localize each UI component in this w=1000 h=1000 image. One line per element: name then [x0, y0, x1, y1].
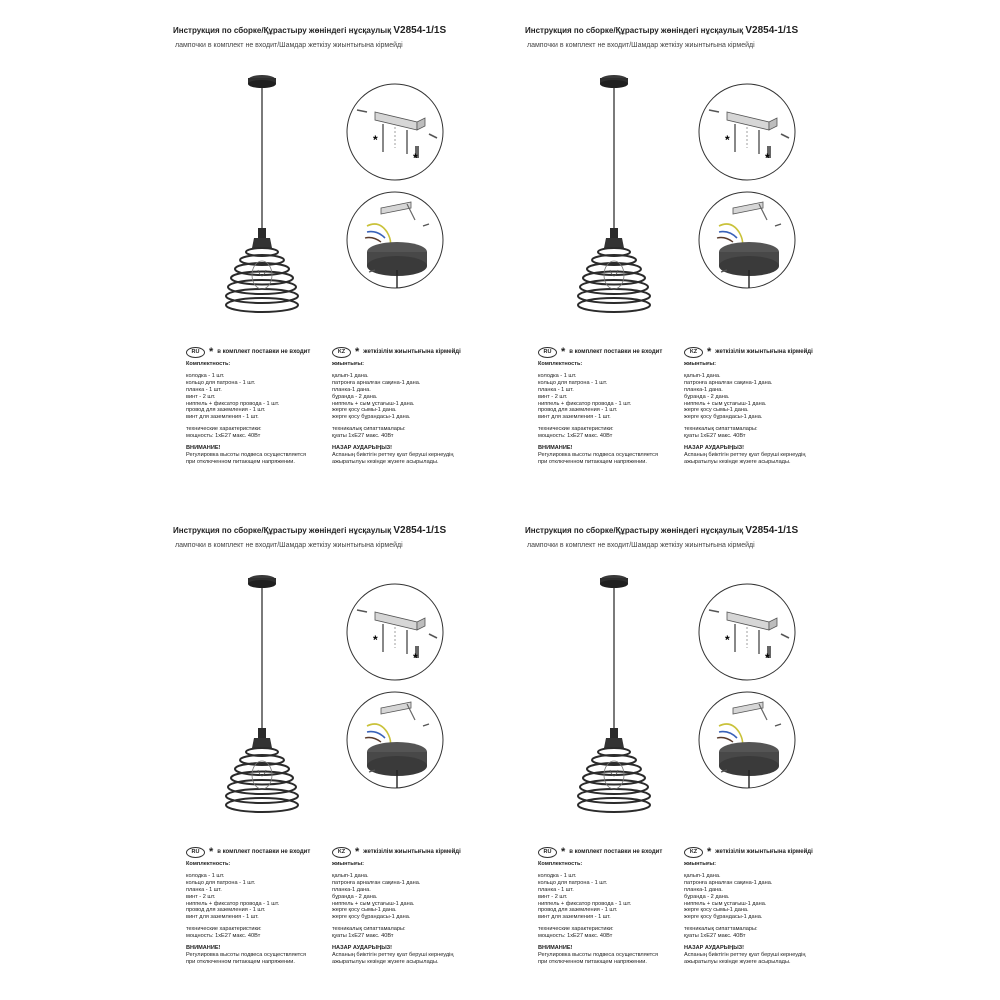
- document-subtitle: лампочки в комплект не входит/Шамдар жеткізу жиынтығына кірмейді: [175, 542, 403, 549]
- list-item: кольцо для патрона - 1 шт.: [538, 379, 608, 386]
- ru-contents-title: Комплектность:: [186, 861, 231, 867]
- canopy-wiring-diagram: [697, 690, 797, 790]
- ru-warning-line: при отключенном питающем напряжении.: [186, 958, 295, 965]
- asterisk-icon: *: [209, 845, 214, 858]
- kz-flag-badge: KZ: [332, 347, 351, 358]
- document-title: Инструкция по сборке/Құрастыру жөніндегі нұсқаулық V2854-1/1S: [173, 525, 447, 536]
- list-item: винт для заземления - 1 шт.: [538, 414, 611, 421]
- list-item: планка-1 дана.: [684, 886, 723, 893]
- ru-warning-title: ВНИМАНИЕ!: [538, 945, 573, 952]
- kz-header: жеткізілім жиынтығына кірмейді: [363, 348, 461, 355]
- russian-text-block: [538, 846, 662, 966]
- kz-warning-line: ажыратылуы кезінде жүзеге асырылады.: [684, 958, 791, 965]
- list-item: патронға арналған сақина-1 дана.: [332, 379, 421, 386]
- document-subtitle: лампочки в комплект не входит/Шамдар жеткізу жиынтығына кірмейді: [527, 42, 755, 49]
- list-item: кольцо для патрона - 1 шт.: [186, 379, 256, 386]
- kz-tech-value: қуаты 1хE27 макс. 40Вт: [332, 433, 394, 440]
- diagram-mark: *: [765, 651, 770, 665]
- mounting-bracket-diagram: [697, 82, 797, 182]
- list-item: бұранда - 2 дана.: [332, 393, 378, 400]
- ru-warning-title: ВНИМАНИЕ!: [538, 445, 573, 452]
- asterisk-icon: *: [209, 345, 214, 358]
- kz-warning-line: Аспаның биіктігін реттеу қуат беруші кернеудің: [684, 451, 806, 458]
- kz-header: жеткізілім жиынтығына кірмейді: [715, 348, 813, 355]
- mounting-bracket-diagram: [697, 582, 797, 682]
- asterisk-icon: *: [707, 845, 712, 858]
- diagram-mark: *: [413, 651, 418, 665]
- document-title: Инструкция по сборке/Құрастыру жөніндегі нұсқаулық V2854-1/1S: [525, 25, 799, 36]
- ru-flag-badge: RU: [538, 347, 557, 358]
- list-item: винт - 2 шт.: [538, 893, 568, 900]
- kz-flag-badge: KZ: [684, 347, 703, 358]
- ru-warning-line: Регулировка высоты подвеса осуществляется: [538, 951, 658, 958]
- kz-warning-line: ажыратылуы кезінде жүзеге асырылады.: [332, 958, 439, 965]
- list-item: провод для заземления - 1 шт.: [538, 907, 618, 914]
- ru-header: в комплект поставки не входит: [217, 348, 311, 355]
- list-item: кольцо для патрона - 1 шт.: [186, 879, 256, 886]
- kz-warning-title: НАЗАР АУДАРЫҢЫЗ!: [684, 945, 745, 952]
- kz-header: жеткізілім жиынтығына кірмейді: [363, 848, 461, 855]
- kz-header: жеткізілім жиынтығына кірмейді: [715, 848, 813, 855]
- list-item: колодка - 1 шт.: [186, 372, 225, 379]
- kz-warning-line: Аспаның биіктігін реттеу қуат беруші кернеудің: [684, 951, 806, 958]
- list-item: патронға арналған сақина-1 дана.: [332, 879, 421, 886]
- kazakh-text-block: [684, 346, 813, 466]
- list-item: ниппель + фиксатор провода - 1 шт.: [538, 900, 632, 907]
- kz-tech-title: техникалық сипаттамалары:: [684, 426, 758, 433]
- list-item: винт для заземления - 1 шт.: [186, 414, 259, 421]
- list-item: колодка - 1 шт.: [186, 872, 225, 879]
- kz-contents-title: жиынтығы:: [684, 361, 717, 367]
- instruction-sheet: [352, 0, 852, 500]
- ru-tech-value: мощность: 1хE27 макс. 40Вт: [538, 933, 613, 940]
- kz-warning-line: Аспаның биіктігін реттеу қуат беруші кернеудің: [332, 451, 454, 458]
- pendant-lamp-illustration: [212, 570, 312, 830]
- kz-tech-title: техникалық сипаттамалары:: [332, 926, 406, 933]
- ru-warning-line: Регулировка высоты подвеса осуществляется: [186, 951, 306, 958]
- ru-header: в комплект поставки не входит: [569, 348, 663, 355]
- ru-warning-line: Регулировка высоты подвеса осуществляется: [186, 451, 306, 458]
- ru-flag-badge: RU: [186, 347, 205, 358]
- list-item: колодка - 1 шт.: [538, 372, 577, 379]
- ru-warning-line: Регулировка высоты подвеса осуществляется: [538, 451, 658, 458]
- list-item: қалып-1 дана.: [332, 872, 369, 879]
- list-item: жерге қосу сымы-1 дана.: [332, 407, 397, 414]
- list-item: винт - 2 шт.: [186, 893, 216, 900]
- kz-tech-title: техникалық сипаттамалары:: [684, 926, 758, 933]
- list-item: провод для заземления - 1 шт.: [538, 407, 618, 414]
- list-item: планка - 1 шт.: [186, 886, 222, 893]
- diagram-mark: *: [725, 633, 730, 647]
- kz-warning-title: НАЗАР АУДАРЫҢЫЗ!: [332, 445, 393, 452]
- kz-tech-value: қуаты 1хE27 макс. 40Вт: [332, 933, 394, 940]
- list-item: қалып-1 дана.: [684, 372, 721, 379]
- list-item: планка-1 дана.: [684, 386, 723, 393]
- list-item: ниппель + сым ұстағыш-1 дана.: [684, 900, 767, 907]
- diagram-mark: *: [765, 151, 770, 165]
- document-title: Инструкция по сборке/Құрастыру жөніндегі нұсқаулық V2854-1/1S: [173, 25, 447, 36]
- kz-contents-title: жиынтығы:: [332, 861, 365, 867]
- ru-header: в комплект поставки не входит: [569, 848, 663, 855]
- ru-warning-line: при отключенном питающем напряжении.: [186, 458, 295, 465]
- ru-tech-title: технические характеристики:: [538, 426, 614, 433]
- ru-warning-line: при отключенном питающем напряжении.: [538, 958, 647, 965]
- kz-warning-line: Аспаның биіктігін реттеу қуат беруші кернеудің: [332, 951, 454, 958]
- kz-tech-value: қуаты 1хE27 макс. 40Вт: [684, 933, 746, 940]
- diagram-mark: *: [373, 133, 378, 147]
- list-item: жерге қосу сымы-1 дана.: [684, 907, 749, 914]
- pendant-lamp-illustration: [564, 70, 664, 330]
- ru-flag-badge: RU: [538, 847, 557, 858]
- kz-warning-line: ажыратылуы кезінде жүзеге асырылады.: [684, 458, 791, 465]
- ru-warning-line: при отключенном питающем напряжении.: [538, 458, 647, 465]
- ru-tech-value: мощность: 1хE27 макс. 40Вт: [186, 433, 261, 440]
- russian-text-block: [538, 346, 662, 466]
- list-item: ниппель + сым ұстағыш-1 дана.: [332, 400, 415, 407]
- kz-contents-title: жиынтығы:: [684, 861, 717, 867]
- list-item: планка-1 дана.: [332, 886, 371, 893]
- list-item: ниппель + фиксатор провода - 1 шт.: [186, 900, 280, 907]
- list-item: планка - 1 шт.: [186, 386, 222, 393]
- ru-contents-title: Комплектность:: [538, 861, 583, 867]
- asterisk-icon: *: [355, 345, 360, 358]
- document-title: Инструкция по сборке/Құрастыру жөніндегі нұсқаулық V2854-1/1S: [525, 525, 799, 536]
- asterisk-icon: *: [561, 845, 566, 858]
- list-item: жерге қосу бұрандасы-1 дана.: [684, 914, 763, 921]
- canopy-wiring-diagram: [697, 190, 797, 290]
- list-item: ниппель + сым ұстағыш-1 дана.: [332, 900, 415, 907]
- list-item: қалып-1 дана.: [684, 872, 721, 879]
- document-subtitle: лампочки в комплект не входит/Шамдар жеткізу жиынтығына кірмейді: [527, 542, 755, 549]
- kz-flag-badge: KZ: [684, 847, 703, 858]
- asterisk-icon: *: [707, 345, 712, 358]
- list-item: провод для заземления - 1 шт.: [186, 907, 266, 914]
- list-item: колодка - 1 шт.: [538, 872, 577, 879]
- list-item: жерге қосу бұрандасы-1 дана.: [332, 914, 411, 921]
- ru-warning-title: ВНИМАНИЕ!: [186, 445, 221, 452]
- asterisk-icon: *: [561, 345, 566, 358]
- diagram-mark: *: [413, 151, 418, 165]
- list-item: жерге қосу бұрандасы-1 дана.: [684, 414, 763, 421]
- ru-warning-title: ВНИМАНИЕ!: [186, 945, 221, 952]
- list-item: жерге қосу сымы-1 дана.: [332, 907, 397, 914]
- pendant-lamp-illustration: [564, 570, 664, 830]
- list-item: бұранда - 2 дана.: [684, 393, 730, 400]
- ru-flag-badge: RU: [186, 847, 205, 858]
- kz-flag-badge: KZ: [332, 847, 351, 858]
- list-item: винт - 2 шт.: [186, 393, 216, 400]
- kz-warning-line: ажыратылуы кезінде жүзеге асырылады.: [332, 458, 439, 465]
- list-item: патронға арналған сақина-1 дана.: [684, 879, 773, 886]
- list-item: планка - 1 шт.: [538, 886, 574, 893]
- list-item: ниппель + фиксатор провода - 1 шт.: [186, 400, 280, 407]
- list-item: патронға арналған сақина-1 дана.: [684, 379, 773, 386]
- list-item: жерге қосу бұрандасы-1 дана.: [332, 414, 411, 421]
- list-item: планка - 1 шт.: [538, 386, 574, 393]
- kz-contents-title: жиынтығы:: [332, 361, 365, 367]
- list-item: ниппель + сым ұстағыш-1 дана.: [684, 400, 767, 407]
- list-item: жерге қосу сымы-1 дана.: [684, 407, 749, 414]
- list-item: планка-1 дана.: [332, 386, 371, 393]
- kz-warning-title: НАЗАР АУДАРЫҢЫЗ!: [684, 445, 745, 452]
- list-item: винт для заземления - 1 шт.: [186, 914, 259, 921]
- list-item: провод для заземления - 1 шт.: [186, 407, 266, 414]
- list-item: винт - 2 шт.: [538, 393, 568, 400]
- list-item: бұранда - 2 дана.: [684, 893, 730, 900]
- kazakh-text-block: [684, 846, 813, 966]
- ru-tech-value: мощность: 1хE27 макс. 40Вт: [186, 933, 261, 940]
- ru-tech-title: технические характеристики:: [186, 426, 262, 433]
- russian-text-block: [186, 846, 310, 966]
- list-item: ниппель + фиксатор провода - 1 шт.: [538, 400, 632, 407]
- diagram-mark: *: [373, 633, 378, 647]
- ru-contents-title: Комплектность:: [538, 361, 583, 367]
- instruction-sheet: [352, 500, 852, 1000]
- asterisk-icon: *: [355, 845, 360, 858]
- ru-header: в комплект поставки не входит: [217, 848, 311, 855]
- ru-tech-value: мощность: 1хE27 макс. 40Вт: [538, 433, 613, 440]
- list-item: винт для заземления - 1 шт.: [538, 914, 611, 921]
- list-item: бұранда - 2 дана.: [332, 893, 378, 900]
- pendant-lamp-illustration: [212, 70, 312, 330]
- ru-contents-title: Комплектность:: [186, 361, 231, 367]
- ru-tech-title: технические характеристики:: [186, 926, 262, 933]
- diagram-mark: *: [725, 133, 730, 147]
- russian-text-block: [186, 346, 310, 466]
- list-item: қалып-1 дана.: [332, 372, 369, 379]
- list-item: кольцо для патрона - 1 шт.: [538, 879, 608, 886]
- document-subtitle: лампочки в комплект не входит/Шамдар жеткізу жиынтығына кірмейді: [175, 42, 403, 49]
- kz-tech-title: техникалық сипаттамалары:: [332, 426, 406, 433]
- ru-tech-title: технические характеристики:: [538, 926, 614, 933]
- kz-tech-value: қуаты 1хE27 макс. 40Вт: [684, 433, 746, 440]
- kz-warning-title: НАЗАР АУДАРЫҢЫЗ!: [332, 945, 393, 952]
